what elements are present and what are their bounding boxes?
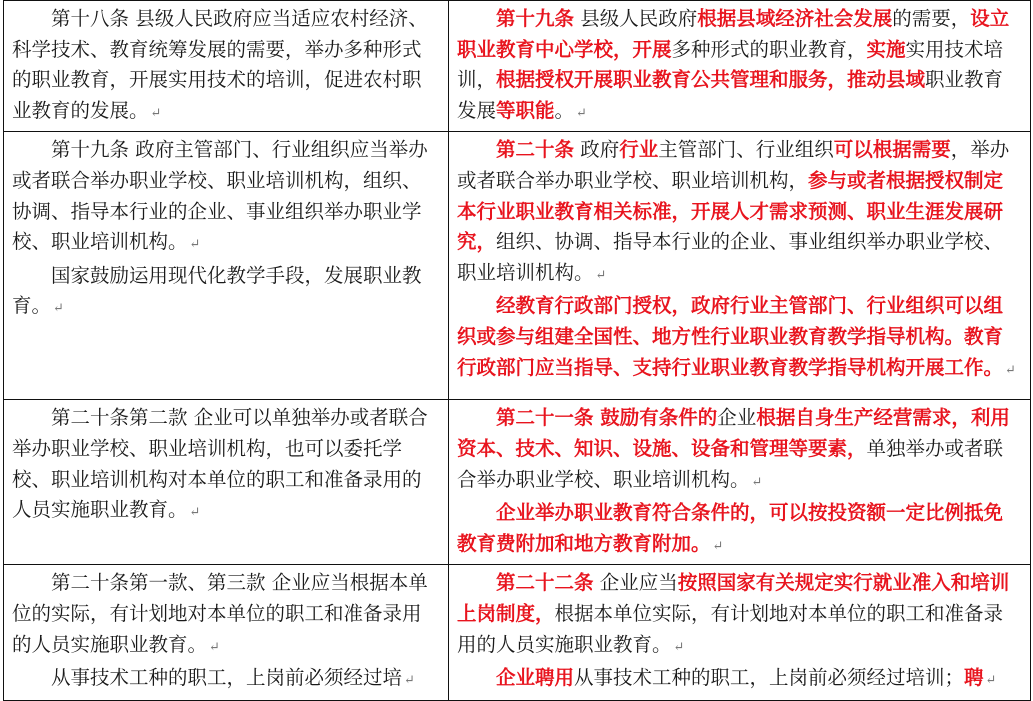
article-text: 组织、协调、指导本行业的企业、事业组织举办职业学校、职业培训机构。: [457, 230, 1004, 284]
amended-text: 经教育行政部门授权，政府行业主管部门、行业组织可以组织或参与组建全国性、地方性行业职业教育教学指导机构。教育行政部门应当指导、支持行业职业教育教学指导机构开展工作。: [457, 294, 1004, 379]
article-text: 国家鼓励运用现代化教学手段，发展职业教育。: [12, 263, 422, 318]
article-text: 第二十条第一款、第三款 企业应当根据本单位的实际，有计划地对本单位的职工和准备录用的人员实施职业教育。: [12, 571, 428, 656]
amended-text: 根据授权开展职业教育公共管理和服务，推动县域: [496, 68, 926, 92]
article-paragraph: [457, 663, 1022, 697]
amended-text: 第二十二条: [496, 571, 594, 595]
article-paragraph: [457, 568, 1022, 663]
amended-text: 实施: [866, 37, 906, 61]
original-article-cell: [4, 132, 449, 400]
table-row: [4, 132, 1031, 400]
table-row: [4, 400, 1031, 565]
table-row: [4, 1, 1031, 132]
article-paragraph: [12, 4, 440, 129]
amended-text: 第十九条: [496, 7, 575, 30]
article-paragraph: [12, 568, 440, 663]
amended-text: 第二十条: [496, 138, 575, 162]
article-text: 。: [554, 98, 575, 122]
amended-text: 根据自身生产经营需求，利用资本、技术、知识、设施、设备和管理等要素，: [457, 406, 1010, 460]
amended-text: 等职能: [496, 98, 555, 122]
article-paragraph: [12, 663, 440, 697]
article-text: 第十八条 县级人民政府应当适应农村经济、科学技术、教育统筹发展的需要，举办多种形式的职业教育，开展实用技术的培训，促进农村职业教育的发展。: [12, 7, 428, 122]
amended-text: 按照国家有关规定实行就业准入和培训上岗制度，: [457, 571, 1010, 625]
amended-text: 参与或者根据授权制定本行业职业教育相关标准，开展人才需求预测、职业生涯发展研究，: [457, 168, 1004, 254]
amended-text: 聘: [964, 666, 984, 690]
amended-text: 可以根据需要: [833, 138, 951, 162]
article-text: 第十九条 政府主管部门、行业组织应当举办或者联合举办职业学校、职业培训机构，组织、协调、指导本行业的企业、事业组织举办职业学校、职业培训机构。: [12, 138, 428, 254]
article-paragraph: [457, 403, 1022, 498]
article-text: 单独举办或者联合举办职业学校、职业培训机构。: [457, 436, 1004, 491]
amended-text: 第二十一条 鼓励有条件的: [496, 406, 718, 430]
article-text: 县级人民政府: [574, 7, 698, 30]
revised-article-cell: [449, 132, 1031, 400]
article-text: 职业教育发展: [457, 68, 1004, 122]
article-text: 从事技术工种的职工，上岗前必须经过培训；: [574, 666, 965, 690]
article-paragraph: [457, 4, 1022, 129]
article-text: ，举办或者联合举办职业学校、职业培训机构，: [457, 138, 1010, 192]
article-paragraph: [12, 261, 440, 325]
article-text: 企业应当: [593, 571, 678, 595]
revised-article-cell: [449, 565, 1031, 701]
article-text: 企业: [717, 406, 757, 430]
revised-article-cell: [449, 400, 1031, 565]
original-article-cell: [4, 565, 449, 701]
article-text: 第二十条第二款 企业可以单独举办或者联合举办职业学校、职业培训机构，也可以委托学校、职业培训机构对本单位的职工和准备录用的人员实施职业教育。: [12, 406, 428, 522]
article-text: 根据本单位实际，有计划地对本单位的职工和准备录用的人员实施职业教育。: [457, 601, 1004, 656]
article-text: 从事技术工种的职工，上岗前必须经过培: [51, 666, 403, 690]
article-text: 的需要，: [892, 7, 971, 30]
original-article-cell: [4, 400, 449, 565]
article-paragraph: [457, 135, 1022, 291]
amended-text: 根据县域经济社会发展: [697, 7, 893, 30]
article-text: 多种形式的职业教育，: [671, 37, 867, 61]
article-paragraph: [12, 403, 440, 528]
revised-article-cell: [449, 1, 1031, 132]
law-comparison-table: [3, 0, 1031, 701]
amended-text: 企业聘用: [496, 666, 575, 690]
article-text: 主管部门、行业组织: [658, 138, 834, 162]
article-paragraph: [457, 498, 1022, 562]
original-article-cell: [4, 1, 449, 132]
article-paragraph: [12, 135, 440, 260]
amended-text: 行业: [619, 138, 659, 162]
article-text: 实用技术培训，: [457, 37, 1004, 92]
amended-text: 设立职业教育中心学校，开展: [457, 7, 1010, 61]
table-row: [4, 565, 1031, 701]
article-text: 政府: [574, 138, 620, 162]
article-paragraph: [457, 291, 1022, 386]
amended-text: 企业举办职业教育符合条件的，可以按投资额一定比例抵免教育费附加和地方教育附加。: [457, 501, 1004, 555]
